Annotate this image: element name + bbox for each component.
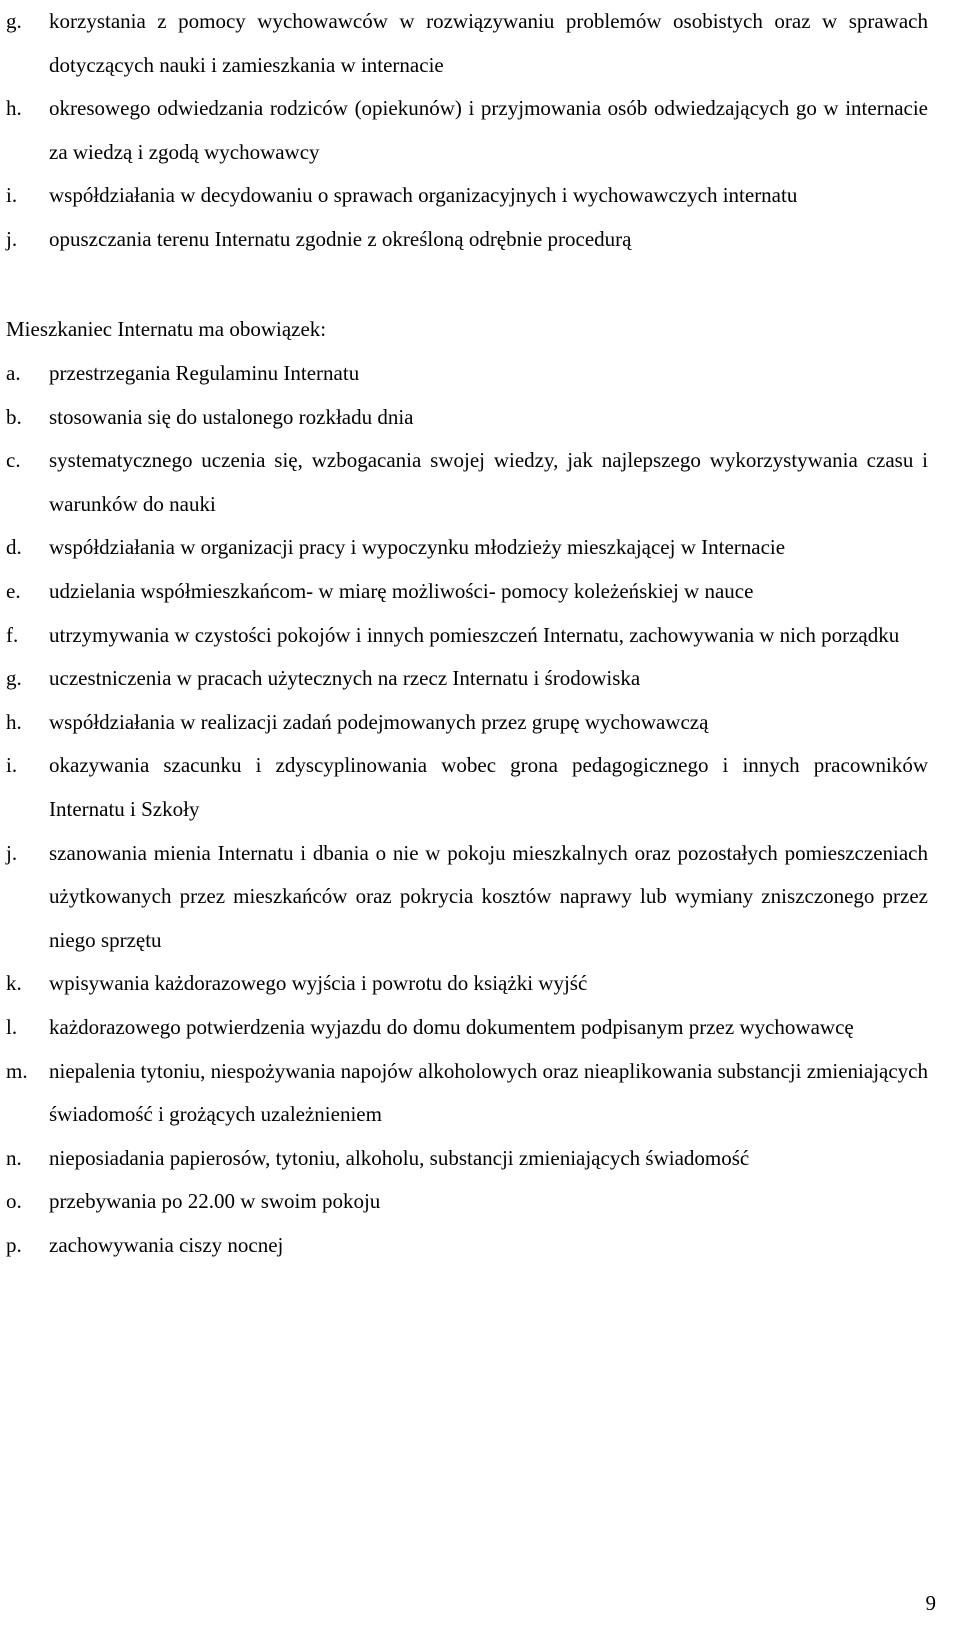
list-item-text: stosowania się do ustalonego rozkładu dnia [49, 404, 414, 429]
list-item-text: nieposiadania papierosów, tytoniu, alkoholu, substancji zmieniających świadomość [49, 1145, 750, 1170]
list-item [6, 439, 928, 526]
list-marker: k. [6, 971, 22, 996]
list-item [6, 701, 928, 745]
list-item-text: zachowywania ciszy nocnej [49, 1232, 284, 1257]
list-item-text: opuszczania terenu Internatu zgodnie z określoną odrębnie procedurą [49, 226, 632, 251]
list-marker: d. [6, 535, 22, 560]
duties-heading: Mieszkaniec Internatu ma obowiązek: [6, 317, 327, 341]
list-item-text: wpisywania każdorazowego wyjścia i powrotu do książki wyjść [49, 971, 588, 996]
list-marker: p. [6, 1232, 22, 1257]
list-item-text: systematycznego uczenia się, wzbogacania swojej wiedzy, jak najlepszego wykorzystywania czasu i warunków do nauki [49, 448, 928, 516]
list-item-text: okresowego odwiedzania rodziców (opiekunów) i przyjmowania osób odwiedzających go w internacie za wiedzą i zgodą wychowawcy [49, 96, 928, 164]
list-item [6, 1006, 928, 1050]
list-item [6, 962, 928, 1006]
list-marker: h. [6, 709, 22, 734]
list-item-text: współdziałania w decydowaniu o sprawach organizacyjnych i wychowawczych internatu [49, 183, 798, 208]
list-marker: g. [6, 9, 22, 33]
list-item [6, 1224, 928, 1268]
list-item-text: każdorazowego potwierdzenia wyjazdu do domu dokumentem podpisanym przez wychowawcę [49, 1014, 854, 1039]
list-marker: l. [6, 1014, 18, 1039]
list-item [6, 174, 928, 218]
list-marker: n. [6, 1145, 22, 1170]
list-item [6, 1137, 928, 1181]
list-marker: b. [6, 404, 22, 429]
list-item [6, 396, 928, 440]
list-marker: e. [6, 578, 21, 603]
list-item [6, 526, 928, 570]
list-marker: c. [6, 448, 21, 473]
list-item-text: współdziałania w realizacji zadań podejmowanych przez grupę wychowawczą [49, 709, 709, 734]
list-marker: h. [6, 96, 22, 121]
page-number: 9 [925, 1591, 936, 1615]
list-item [6, 744, 928, 831]
list-item [6, 87, 928, 174]
list-marker: i. [6, 753, 18, 778]
list-item-text: szanowania mienia Internatu i dbania o nie w pokoju mieszkalnych oraz pozostałych pomieszczeniach użytkowanych przez mieszkańców oraz pokrycia kosztów naprawy lub wymiany zniszczonego przez niego sprzętu [49, 840, 928, 952]
list-item [6, 0, 928, 87]
list-marker: a. [6, 361, 21, 385]
list-item-text: przestrzegania Regulaminu Internatu [49, 361, 360, 385]
list-item [6, 570, 928, 614]
list-item [6, 614, 928, 658]
list-item [6, 657, 928, 701]
rights-list-continued [6, 0, 928, 262]
list-marker: j. [6, 226, 18, 251]
list-marker: m. [6, 1058, 28, 1083]
list-item-text: okazywania szacunku i zdyscyplinowania wobec grona pedagogicznego i innych pracowników Internatu i Szkoły [49, 753, 928, 821]
list-marker: o. [6, 1189, 22, 1214]
list-item-text: utrzymywania w czystości pokojów i innych pomieszczeń Internatu, zachowywania w nich porządku [49, 622, 900, 647]
list-item-text: uczestniczenia w pracach użytecznych na rzecz Internatu i środowiska [49, 666, 641, 691]
list-item-text: niepalenia tytoniu, niespożywania napojów alkoholowych oraz nieaplikowania substancji zmieniających świadomość i grożących uzależnieniem [49, 1058, 928, 1127]
list-item-text: przebywania po 22.00 w swoim pokoju [49, 1189, 381, 1214]
list-item-text: korzystania z pomocy wychowawców w rozwiązywaniu problemów osobistych oraz w sprawach dotyczących nauki i zamieszkania w internacie [49, 9, 928, 77]
list-marker: g. [6, 666, 22, 691]
list-item [6, 1180, 928, 1224]
list-item [6, 1050, 928, 1137]
list-marker: f. [6, 622, 19, 647]
list-item [6, 352, 928, 396]
list-marker: i. [6, 183, 18, 208]
list-item-text: współdziałania w organizacji pracy i wypoczynku młodzieży mieszkającej w Internacie [49, 535, 786, 560]
list-marker: j. [6, 840, 18, 865]
list-item [6, 832, 928, 963]
list-item-text: udzielania współmieszkańcom- w miarę możliwości- pomocy koleżeńskiej w nauce [49, 578, 754, 603]
list-item [6, 218, 928, 262]
duties-list [6, 352, 928, 1267]
